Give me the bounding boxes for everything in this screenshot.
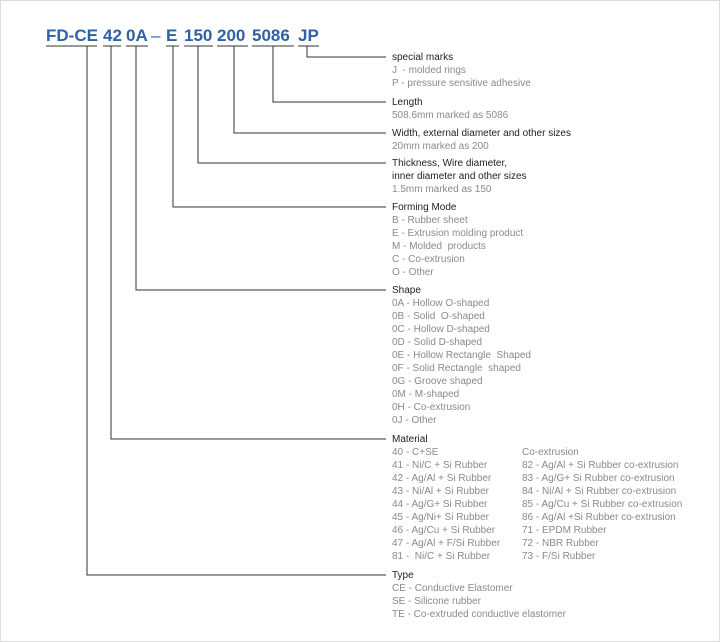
list-item: 44 - Ag/G+ Si Rubber	[392, 499, 488, 510]
code-prefix: FD-CE	[46, 26, 98, 45]
list-item: 0D - Solid D-shaped	[392, 337, 483, 348]
list-item: P - pressure sensitive adhesive	[392, 78, 531, 89]
list-item: 82 - Ag/Al + Si Rubber co-extrusion	[522, 460, 679, 471]
list-item: SE - Silicone rubber	[392, 596, 481, 607]
connector-special	[307, 46, 386, 57]
list-item: 46 - Ag/Cu + Si Rubber	[392, 525, 496, 536]
code-special: JP	[298, 26, 319, 45]
list-item: 72 - NBR Rubber	[522, 538, 599, 549]
list-item: 0B - Solid O-shaped	[392, 311, 485, 322]
list-item: 45 - Ag/Ni+ Si Rubber	[392, 512, 489, 523]
section-forming	[392, 201, 523, 279]
section-title-line2: inner diameter and other sizes	[392, 171, 527, 182]
list-item: J - molded rings	[392, 65, 466, 76]
list-item: 0C - Hollow D-shaped	[392, 324, 490, 335]
list-item: 47 - Ag/Al + F/Si Rubber	[392, 538, 501, 549]
list-item: 40 - C+SE	[392, 447, 439, 458]
section-special	[392, 51, 531, 90]
code-material: 42	[103, 26, 122, 45]
list-item: 41 - Ni/C + Si Rubber	[392, 460, 488, 471]
section-title: Material	[392, 434, 428, 445]
connector-type	[87, 46, 386, 575]
section-material-col2	[522, 446, 682, 563]
code-shape: 0A	[126, 26, 148, 45]
section-title: Shape	[392, 285, 421, 296]
list-item: 0M - M-shaped	[392, 389, 460, 400]
list-item: 86 - Ag/Al +Si Rubber co-extrusion	[522, 512, 676, 523]
section-title: Length	[392, 97, 423, 108]
connector-length	[273, 46, 386, 102]
section-width	[392, 127, 571, 153]
list-item: 43 - Ni/Al + Si Rubber	[392, 486, 489, 497]
list-item: 0F - Solid Rectangle shaped	[392, 363, 521, 374]
section-type	[392, 569, 566, 621]
connector-forming	[173, 46, 386, 207]
list-item: O - Other	[392, 267, 434, 278]
connector-material	[111, 46, 386, 439]
section-material	[392, 433, 500, 563]
list-item: 0H - Co-extrusion	[392, 402, 471, 413]
connector-thickness	[198, 46, 386, 163]
list-item: CE - Conductive Elastomer	[392, 583, 513, 594]
list-item: 0J - Other	[392, 415, 437, 426]
list-item: B - Rubber sheet	[392, 215, 468, 226]
section-title: Width, external diameter and other sizes	[392, 128, 571, 139]
code-width: 200	[217, 26, 246, 45]
list-item: Co-extrusion	[522, 447, 579, 458]
list-item: 71 - EPDM Rubber	[522, 525, 607, 536]
section-thickness	[392, 157, 527, 196]
section-shape	[392, 284, 531, 427]
list-item: E - Extrusion molding product	[392, 228, 524, 239]
code-length: 5086	[252, 26, 290, 45]
list-item: 20mm marked as 200	[392, 141, 489, 152]
section-title-line1: Thickness, Wire diameter,	[392, 158, 508, 169]
list-item: 81 - Ni/C + Si Rubber	[392, 551, 491, 562]
list-item: 0G - Groove shaped	[392, 376, 483, 387]
code-forming: E	[166, 26, 178, 45]
list-item: 508.6mm marked as 5086	[392, 110, 509, 121]
code-thickness: 150	[184, 26, 213, 45]
list-item: 83 - Ag/G+ Si Rubber co-extrusion	[522, 473, 675, 484]
section-title: special marks	[392, 52, 454, 63]
list-item: 0A - Hollow O-shaped	[392, 298, 490, 309]
list-item: C - Co-extrusion	[392, 254, 465, 265]
list-item: 73 - F/Si Rubber	[522, 551, 596, 562]
section-title: Type	[392, 570, 414, 581]
section-title: Forming Mode	[392, 202, 457, 213]
code-dash: –	[151, 26, 161, 45]
list-item: 1.5mm marked as 150	[392, 184, 492, 195]
list-item: 84 - Ni/Al + Si Rubber co-extrusion	[522, 486, 677, 497]
list-item: 85 - Ag/Cu + Si Rubber co-extrusion	[522, 499, 683, 510]
connector-width	[234, 46, 386, 133]
list-item: 42 - Ag/Al + Si Rubber	[392, 473, 492, 484]
list-item: 0E - Hollow Rectangle Shaped	[392, 350, 531, 361]
list-item: M - Molded products	[392, 241, 486, 252]
list-item: TE - Co-extruded conductive elastomer	[392, 609, 566, 620]
section-length	[392, 96, 508, 122]
